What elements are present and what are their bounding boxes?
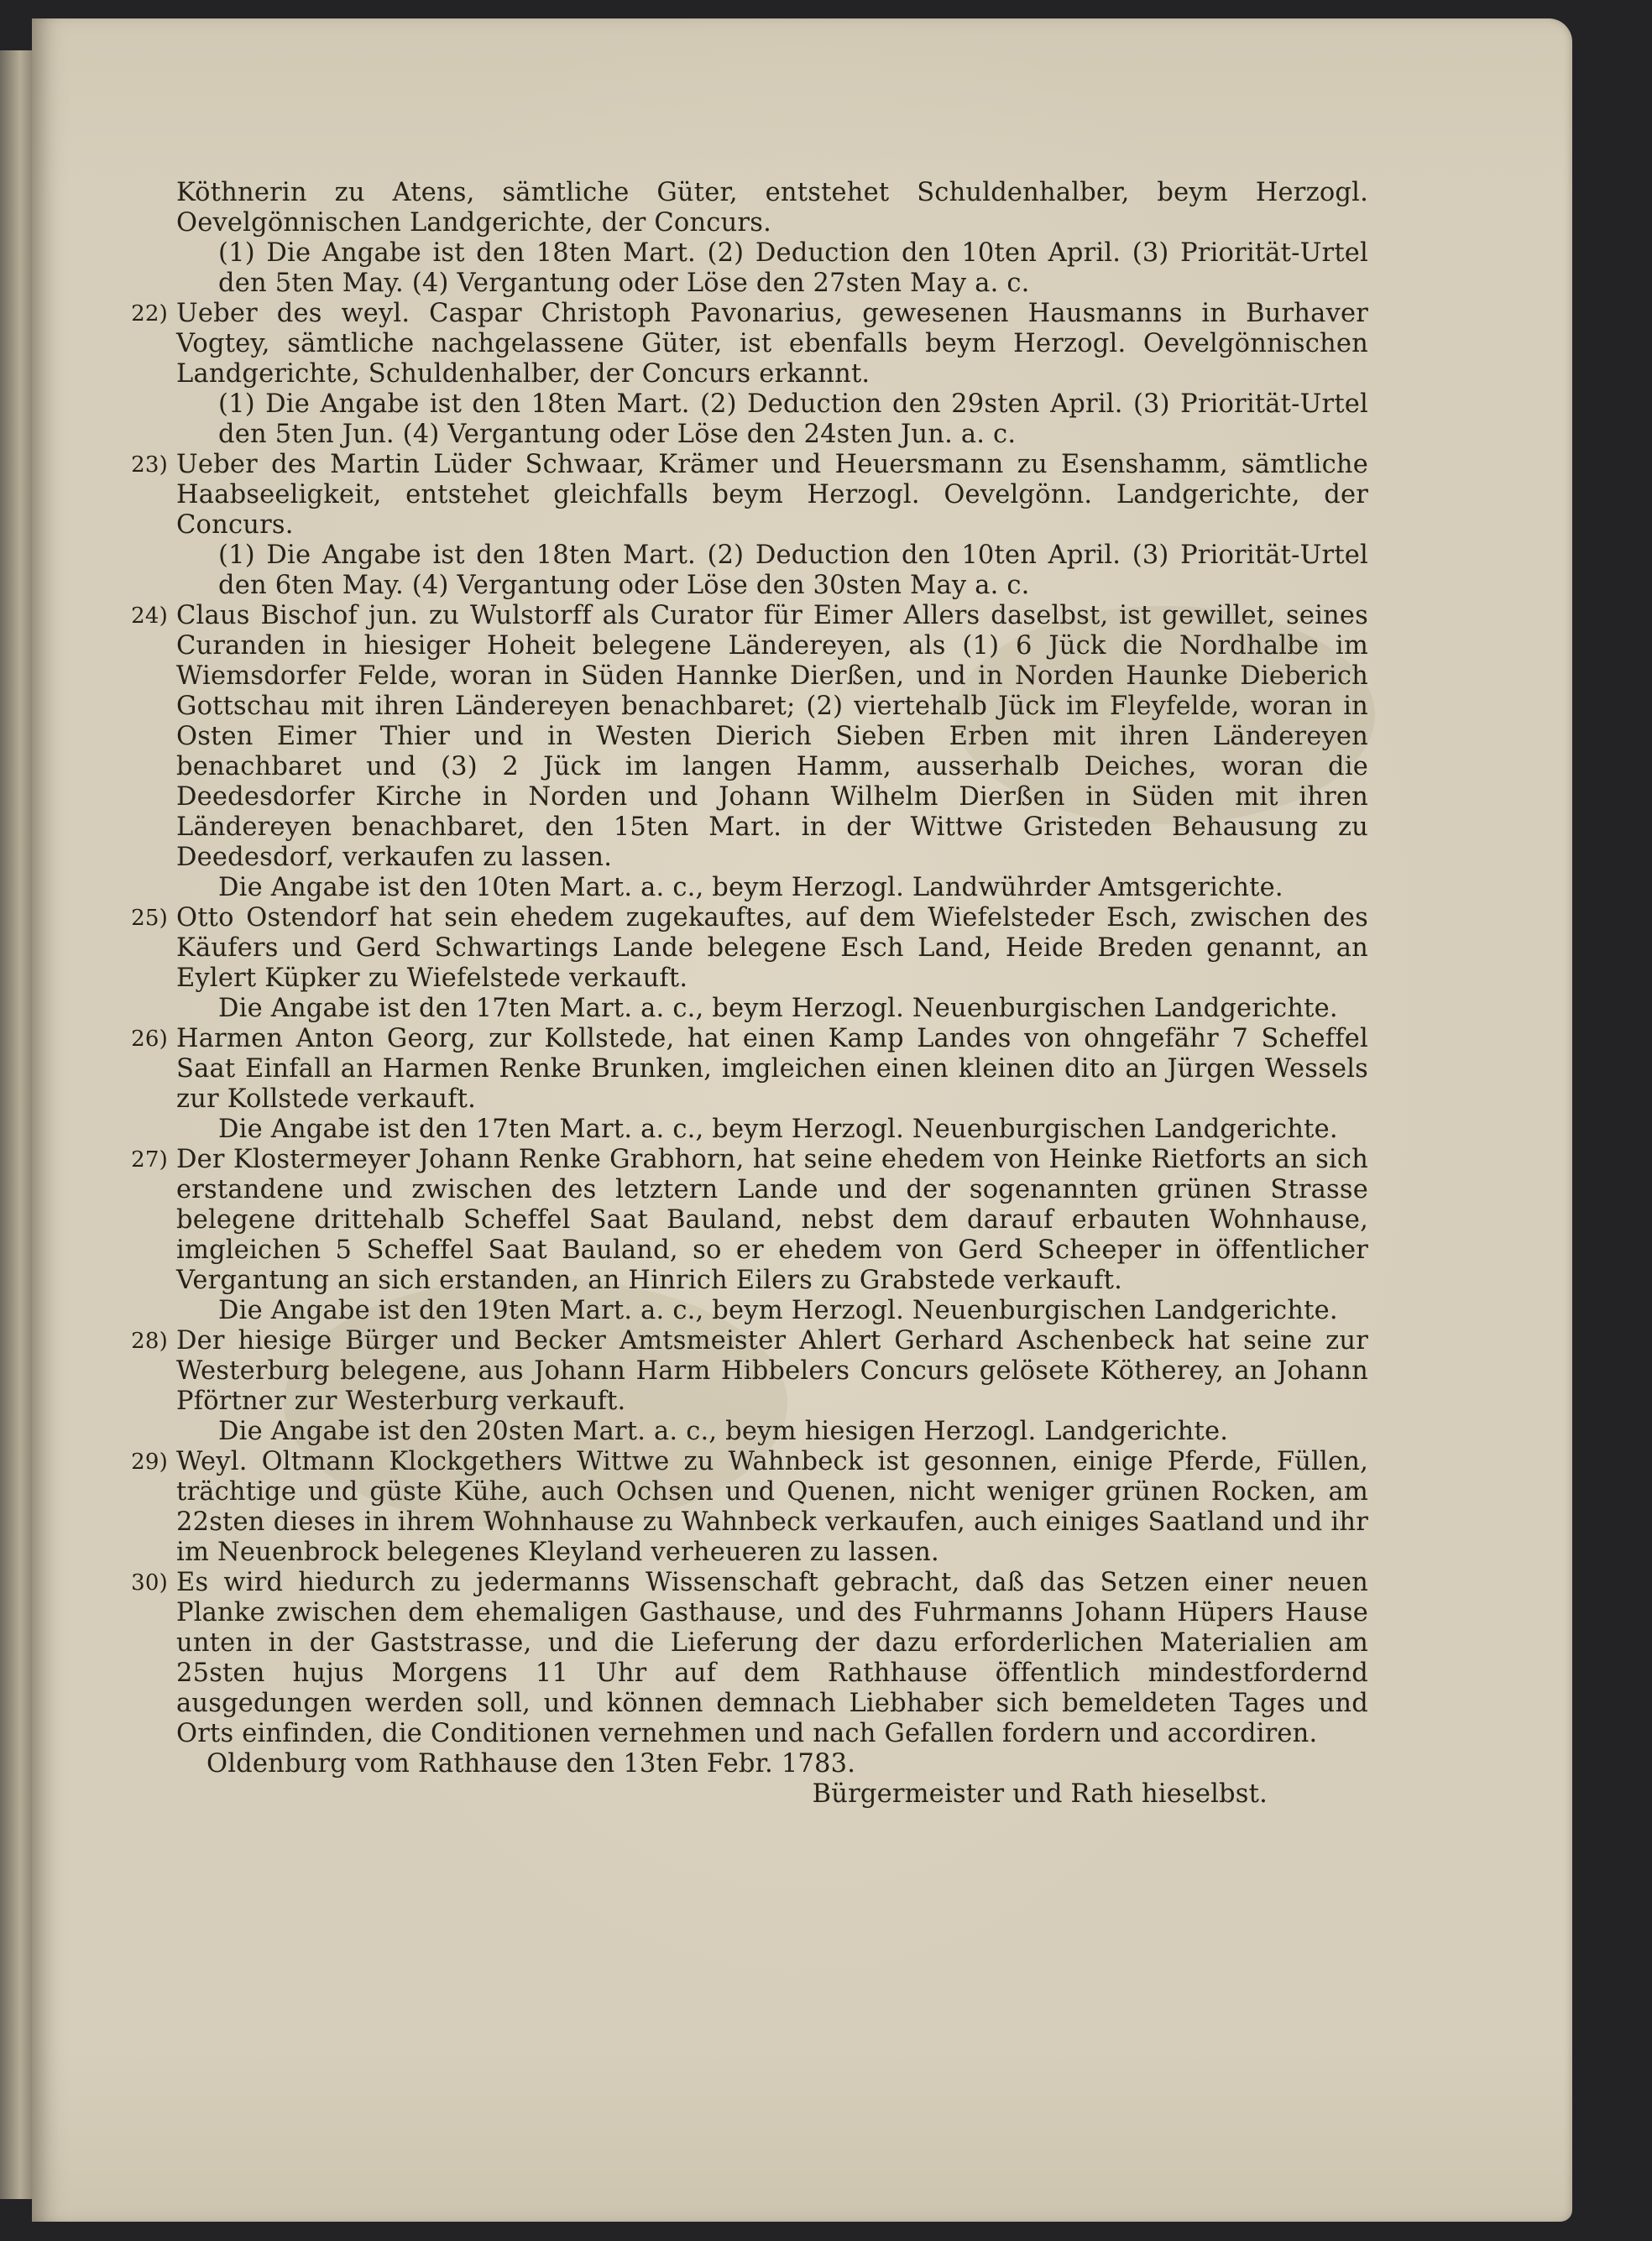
document-text xyxy=(131,178,1368,1810)
entry-27 xyxy=(131,1145,1368,1326)
entry-text: Es wird hiedurch zu jedermanns Wissenschaft gebracht, daß das Setzen einer neuen Planke zwischen dem ehemaligen Gasthause, und des Fuhrmanns Johann Hüpers Hause unten in der Gaststrasse, und die Lieferung der dazu erforderlichen Materialien am 25sten hujus Morgens 11 Uhr auf dem Rathhause öffentlich mindestfordernd ausgedungen werden soll, und können demnach Liebhaber sich bemeldeten Tages und Orts einfinden, die Conditionen vernehmen und nach Gefallen fordern und accordiren. xyxy=(176,1568,1368,1748)
entry-text: Ueber des Martin Lüder Schwaar, Krämer und Heuersmann zu Esenshamm, sämtliche Haabseeligkeit, entstehet gleichfalls beym Herzogl. Oevelgönn. Landgerichte, der Concurs. xyxy=(176,450,1368,540)
facing-page-edge xyxy=(0,50,34,2199)
entry-text: Der Klostermeyer Johann Renke Grabhorn, hat seine ehedem von Heinke Rietforts an sich erstandene und zwischen des letztern Lande und der sogenannten grünen Strasse belegene drittehalb Scheffel Saat Bauland, nebst dem darauf erbauten Wohnhause, imgleichen 5 Scheffel Saat Bauland, so er ehedem von Gerd Scheeper in öffentlicher Vergantung an sich erstanden, an Hinrich Eilers zu Grabstede verkauft. xyxy=(176,1145,1368,1295)
closing-place-date: Oldenburg vom Rathhause den 13ten Febr. 1783. xyxy=(206,1749,856,1779)
entry-30 xyxy=(131,1568,1368,1749)
entry-text: Otto Ostendorf hat sein ehedem zugekauftes, auf dem Wiefelsteder Esch, zwischen des Käufers und Gerd Schwartings Lande belegene Esch Land, Heide Breden genannt, an Eylert Küpker zu Wiefelstede verkauft. xyxy=(176,903,1368,993)
entry-court-note: Die Angabe ist den 20sten Mart. a. c., beym hiesigen Herzogl. Landgerichte. xyxy=(218,1417,1229,1446)
entry-24 xyxy=(131,601,1368,903)
entry-text: Weyl. Oltmann Klockgethers Wittwe zu Wahnbeck ist gesonnen, einige Pferde, Füllen, trächtige und güste Kühe, auch Ochsen und Quenen, nicht weniger grünen Rocken, am 22sten dieses in ihrem Wohnhause zu Wahnbeck verkaufen, auch einiges Saatland und ihr im Neuenbrock belegenes Kleyland verheueren zu lassen. xyxy=(176,1447,1368,1567)
entry-number: 28) xyxy=(131,1329,168,1354)
entry-dates: (1) Die Angabe ist den 18ten Mart. (2) Deduction den 10ten April. (3) Priorität-Urtel den 6ten May. (4) Vergantung oder Löse den 30sten May a. c. xyxy=(218,541,1368,600)
entry-court-note: Die Angabe ist den 17ten Mart. a. c., beym Herzogl. Neuenburgischen Landgerichte. xyxy=(218,994,1338,1023)
entry-text: Harmen Anton Georg, zur Kollstede, hat einen Kamp Landes von ohngefähr 7 Scheffel Saat Einfall an Harmen Renke Brunken, imgleichen einen kleinen dito an Jürgen Wessels zur Kollstede verkauft. xyxy=(176,1024,1368,1114)
entry-26 xyxy=(131,1024,1368,1145)
entry-23 xyxy=(131,450,1368,601)
entry-text: Claus Bischof jun. zu Wulstorff als Curator für Eimer Allers daselbst, ist gewillet, seines Curanden in hiesiger Hoheit belegene Ländereyen, als (1) 6 Jück die Nordhalbe im Wiemsdorfer Felde, woran in Süden Hannke Dierßen, und in Norden Haunke Dieberich Gottschau mit ihren Ländereyen benachbaret; (2) viertehalb Jück im Fleyfelde, woran in Osten Eimer Thier und in Westen Dierich Sieben Erben mit ihren Ländereyen benachbaret und (3) 2 Jück im langen Hamm, ausserhalb Deiches, woran die Deedesdorfer Kirche in Norden und Johann Wilhelm Dierßen in Süden mit ihren Ländereyen benachbaret, den 15ten Mart. in der Wittwe Gristeden Behausung zu Deedesdorf, verkaufen zu lassen. xyxy=(176,601,1368,872)
entry-court-note: Die Angabe ist den 17ten Mart. a. c., beym Herzogl. Neuenburgischen Landgerichte. xyxy=(218,1115,1338,1144)
entry-number: 29) xyxy=(131,1450,168,1475)
entry-number: 24) xyxy=(131,603,168,629)
entry-25 xyxy=(131,903,1368,1024)
entry-court-note: Die Angabe ist den 19ten Mart. a. c., beym Herzogl. Neuenburgischen Landgerichte. xyxy=(218,1296,1338,1325)
entry-text: Ueber des weyl. Caspar Christoph Pavonarius, gewesenen Hausmanns in Burhaver Vogtey, sämtliche nachgelassene Güter, ist ebenfalls beym Herzogl. Oevelgönnischen Landgerichte, Schuldenhalber, der Concurs erkannt. xyxy=(176,299,1368,389)
signature: Bürgermeister und Rath hieselbst. xyxy=(812,1779,1268,1809)
entry-court-note: Die Angabe ist den 10ten Mart. a. c., beym Herzogl. Landwührder Amtsgerichte. xyxy=(218,873,1283,902)
entry-28 xyxy=(131,1326,1368,1447)
entry-number: 27) xyxy=(131,1147,168,1173)
document-page xyxy=(32,18,1572,2222)
entry-text: Der hiesige Bürger und Becker Amtsmeister Ahlert Gerhard Aschenbeck hat seine zur Westerburg belegene, aus Johann Harm Hibbelers Concurs gelösete Kötherey, an Johann Pförtner zur Westerburg verkauft. xyxy=(176,1326,1368,1416)
intro-paragraph: Köthnerin zu Atens, sämtliche Güter, entstehet Schuldenhalber, beym Herzogl. Oevelgönnischen Landgerichte, der Concurs. xyxy=(176,178,1368,238)
entry-number: 23) xyxy=(131,452,168,478)
entry-dates: (1) Die Angabe ist den 18ten Mart. (2) Deduction den 29sten April. (3) Priorität-Urtel den 5ten Jun. (4) Vergantung oder Löse den 24sten Jun. a. c. xyxy=(218,389,1368,449)
entry-number: 22) xyxy=(131,301,168,326)
entry-29 xyxy=(131,1447,1368,1568)
intro-dates: (1) Die Angabe ist den 18ten Mart. (2) Deduction den 10ten April. (3) Priorität-Urtel den 5ten May. (4) Vergantung oder Löse den 27sten May a. c. xyxy=(218,238,1368,298)
entry-number: 25) xyxy=(131,906,168,931)
entry-number: 30) xyxy=(131,1570,168,1596)
entry-22 xyxy=(131,299,1368,450)
entry-number: 26) xyxy=(131,1026,168,1052)
